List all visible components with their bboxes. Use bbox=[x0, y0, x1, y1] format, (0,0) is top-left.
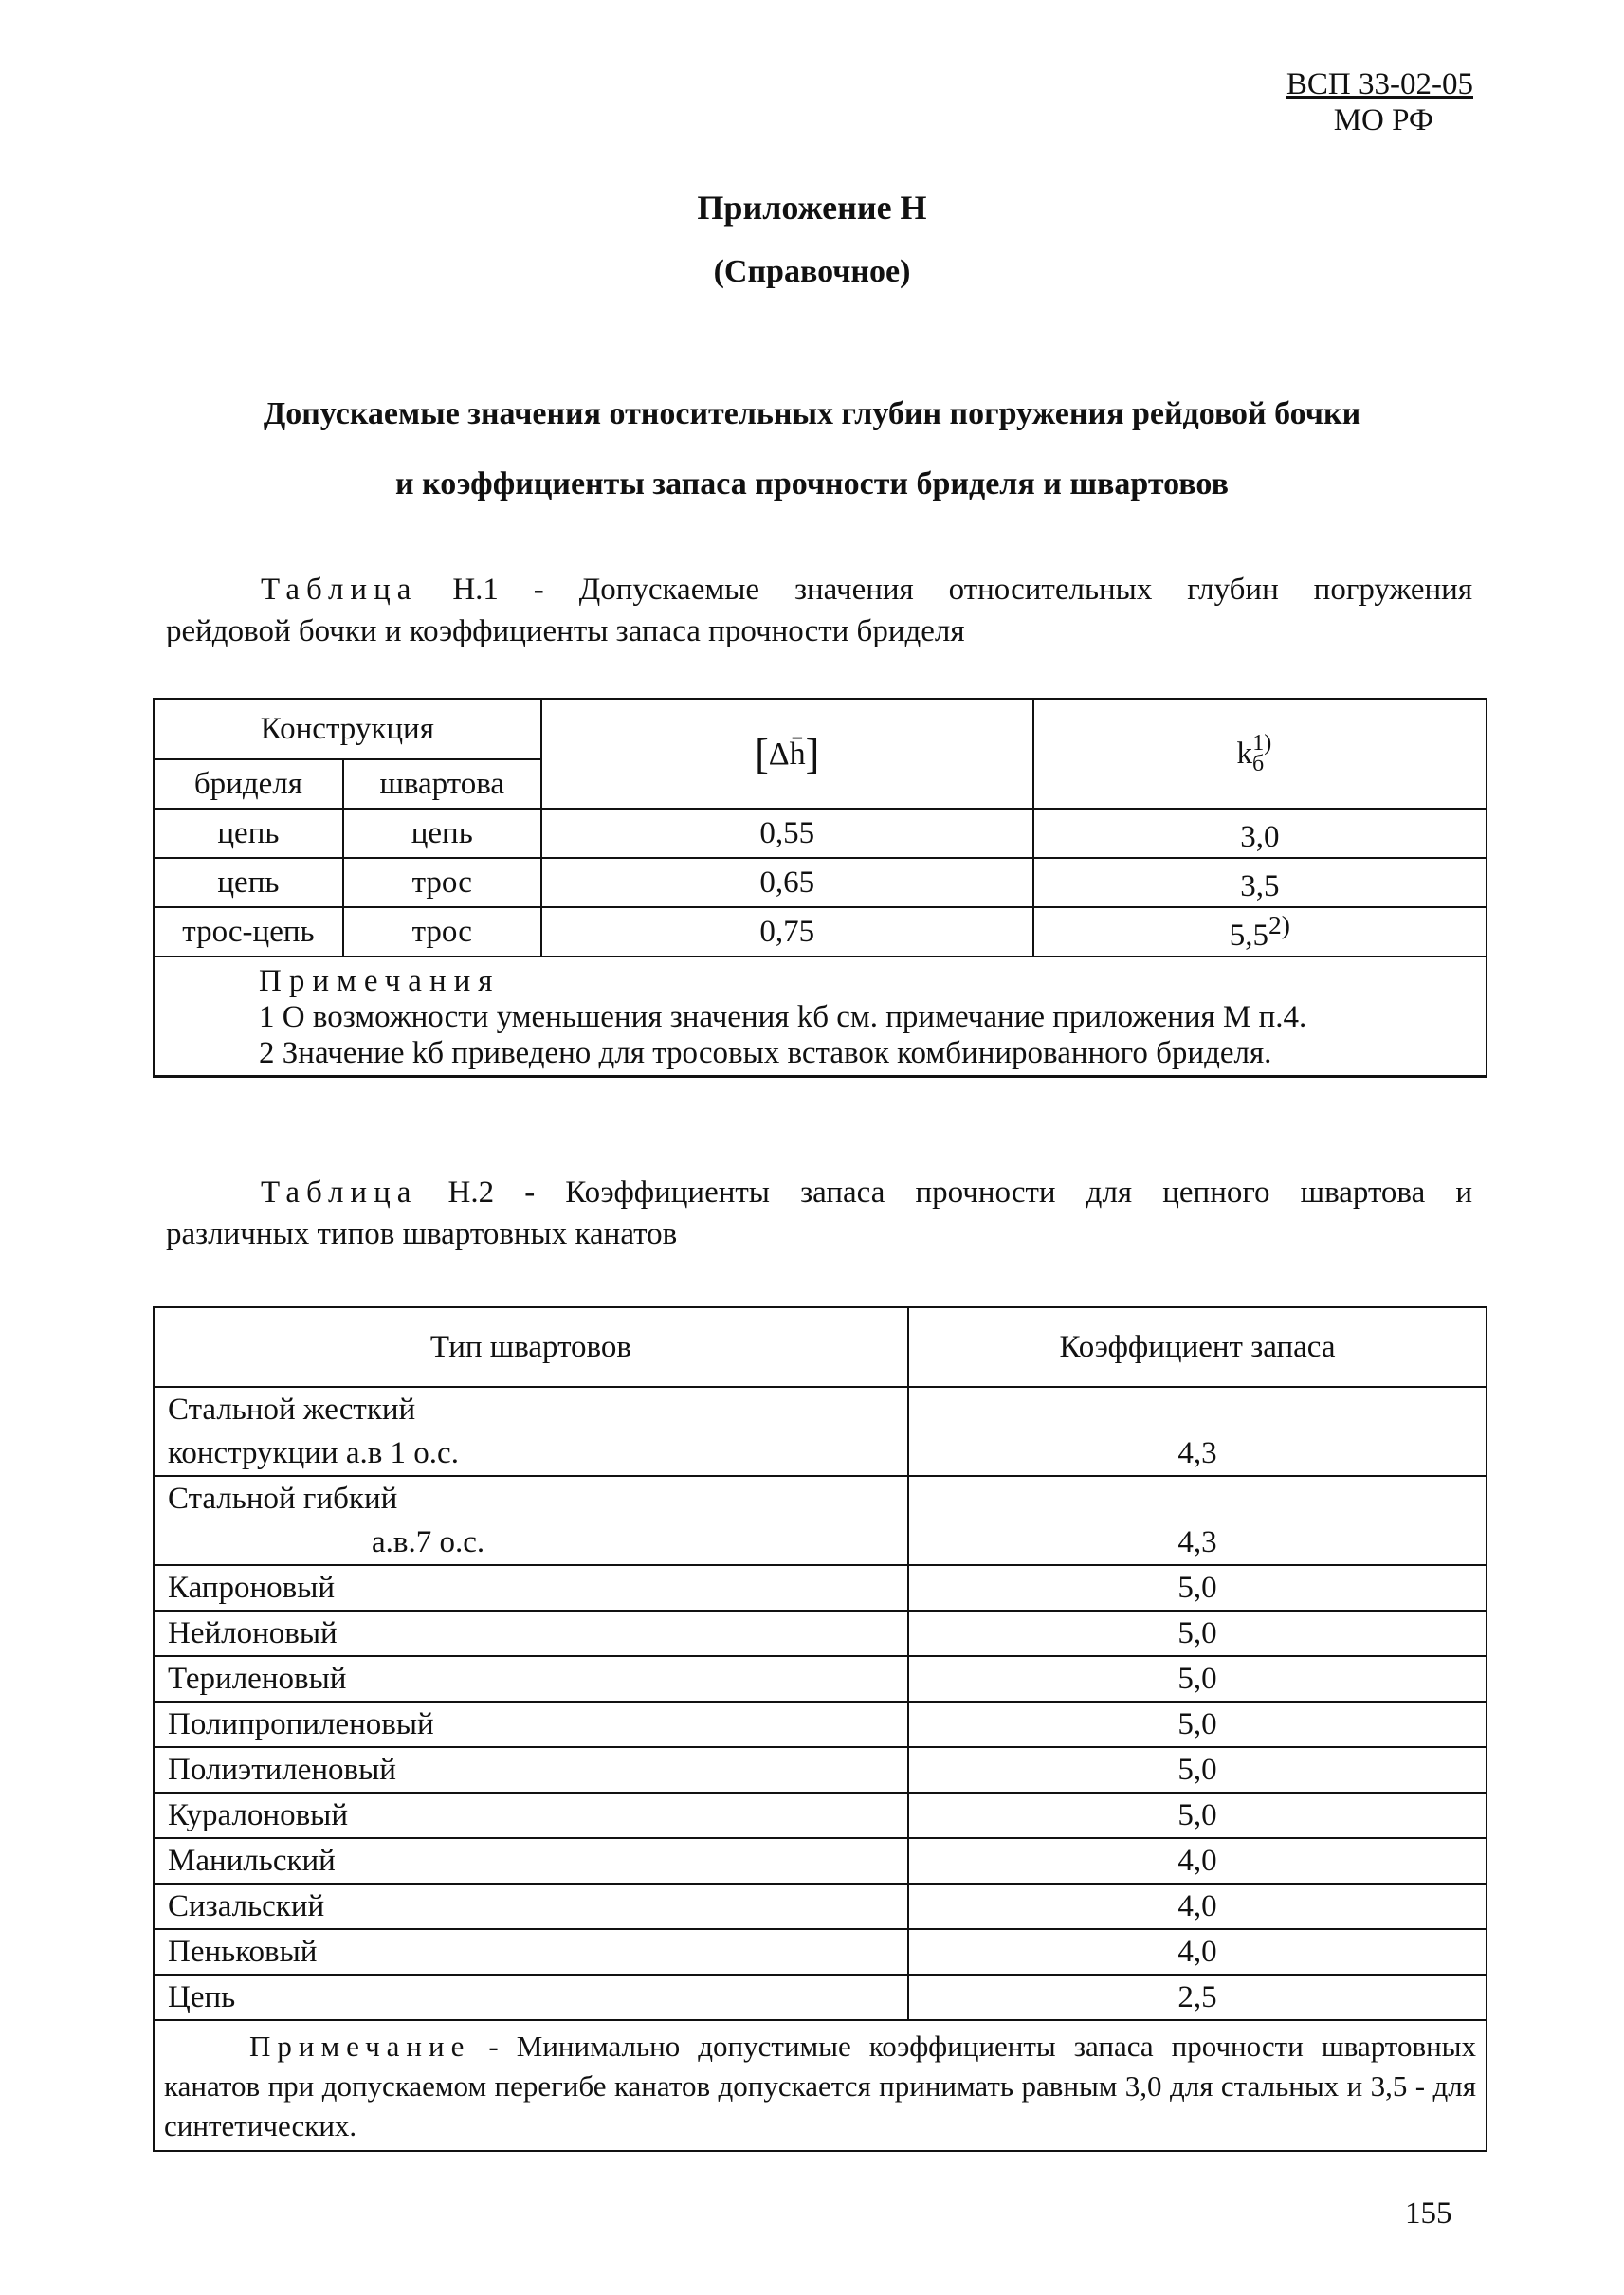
appendix-title: Приложение Н bbox=[697, 189, 927, 227]
table1-header-dh: [Δh̄] bbox=[541, 699, 1033, 809]
table-row: цепь цепь 0,55 3,0 bbox=[154, 809, 1487, 858]
table2-header-type: Тип швартовов bbox=[154, 1307, 908, 1387]
table2-caption bbox=[166, 1172, 1472, 1255]
table1-header-mooring: швартова bbox=[343, 759, 541, 809]
table-row: Пеньковый 4,0 bbox=[154, 1929, 1487, 1975]
document-code-line1: ВСП 33-02-05 bbox=[1286, 67, 1473, 101]
main-title bbox=[0, 379, 1624, 519]
table2-header-coef: Коэффициент запаса bbox=[908, 1307, 1487, 1387]
table2-note-word: Примечание bbox=[249, 2030, 471, 2063]
table2-note-text: - Минимально допустимые коэффициенты запаса прочности швартовных канатов при допускаемом перегибе канатов допускается принимать равным 3,0 для стальных и 3,5 - для синтетических. bbox=[164, 2030, 1477, 2142]
table1-caption-second: рейдовой бочки и коэффициенты запаса прочности бриделя bbox=[166, 614, 965, 648]
table-row: Полипропиленовый 5,0 bbox=[154, 1702, 1487, 1747]
table1-note-1: 1 О возможности уменьшения значения kб см. примечание приложения М п.4. bbox=[259, 1000, 1307, 1034]
table1-caption bbox=[166, 569, 1472, 652]
table-row: Нейлоновый 5,0 bbox=[154, 1611, 1487, 1656]
table2-caption-word: Таблица bbox=[261, 1175, 418, 1210]
table1-caption-first: Н.1 - Допускаемые значения относительных глубин погружения bbox=[452, 573, 1473, 607]
table-row: Куралоновый 5,0 bbox=[154, 1793, 1487, 1838]
table1-header-construction: Конструкция bbox=[154, 699, 541, 759]
table-row: цепь трос 0,65 3,5 bbox=[154, 858, 1487, 907]
document-code bbox=[1286, 66, 1473, 138]
table-row: Капроновый 5,0 bbox=[154, 1565, 1487, 1611]
table1-header-k: $k_б^{1)}$ bbox=[1033, 699, 1487, 809]
table2-caption-second: различных типов швартовных канатов bbox=[166, 1217, 678, 1251]
table2-note bbox=[154, 2020, 1487, 2151]
table-row: Териленовый 5,0 bbox=[154, 1656, 1487, 1702]
table1-notes bbox=[154, 956, 1487, 1077]
table-row: Стальной гибкий а.в.7 о.с. 4,3 bbox=[154, 1476, 1487, 1565]
table-row: Стальной жесткий конструкции а.в 1 о.с. 4,3 bbox=[154, 1387, 1487, 1476]
table1 bbox=[153, 698, 1487, 1078]
main-title-line2: и коэффициенты запаса прочности бриделя и швартовов bbox=[395, 466, 1229, 501]
table1-caption-word: Таблица bbox=[261, 573, 418, 607]
table-row: Цепь 2,5 bbox=[154, 1975, 1487, 2020]
table1-note-2: 2 Значение kб приведено для тросовых вставок комбинированного бриделя. bbox=[259, 1036, 1272, 1070]
table2-caption-first: Н.2 - Коэффициенты запаса прочности для цепного швартова и bbox=[447, 1175, 1472, 1210]
table1-header-bridle: бриделя bbox=[154, 759, 343, 809]
table-row: Сизальский 4,0 bbox=[154, 1884, 1487, 1929]
table1-notes-title: Примечания bbox=[259, 964, 501, 998]
table-row: Полиэтиленовый 5,0 bbox=[154, 1747, 1487, 1793]
main-title-line1: Допускаемые значения относительных глубин погружения рейдовой бочки bbox=[263, 396, 1361, 431]
document-code-line2: МО РФ bbox=[1333, 103, 1433, 137]
page-number: 155 bbox=[1405, 2196, 1452, 2231]
table-row: трос-цепь трос 0,75 5,5$^{2)}$ bbox=[154, 907, 1487, 956]
table2 bbox=[153, 1306, 1487, 2152]
appendix-kind: (Справочное) bbox=[713, 254, 911, 289]
table-row: Манильский 4,0 bbox=[154, 1838, 1487, 1884]
